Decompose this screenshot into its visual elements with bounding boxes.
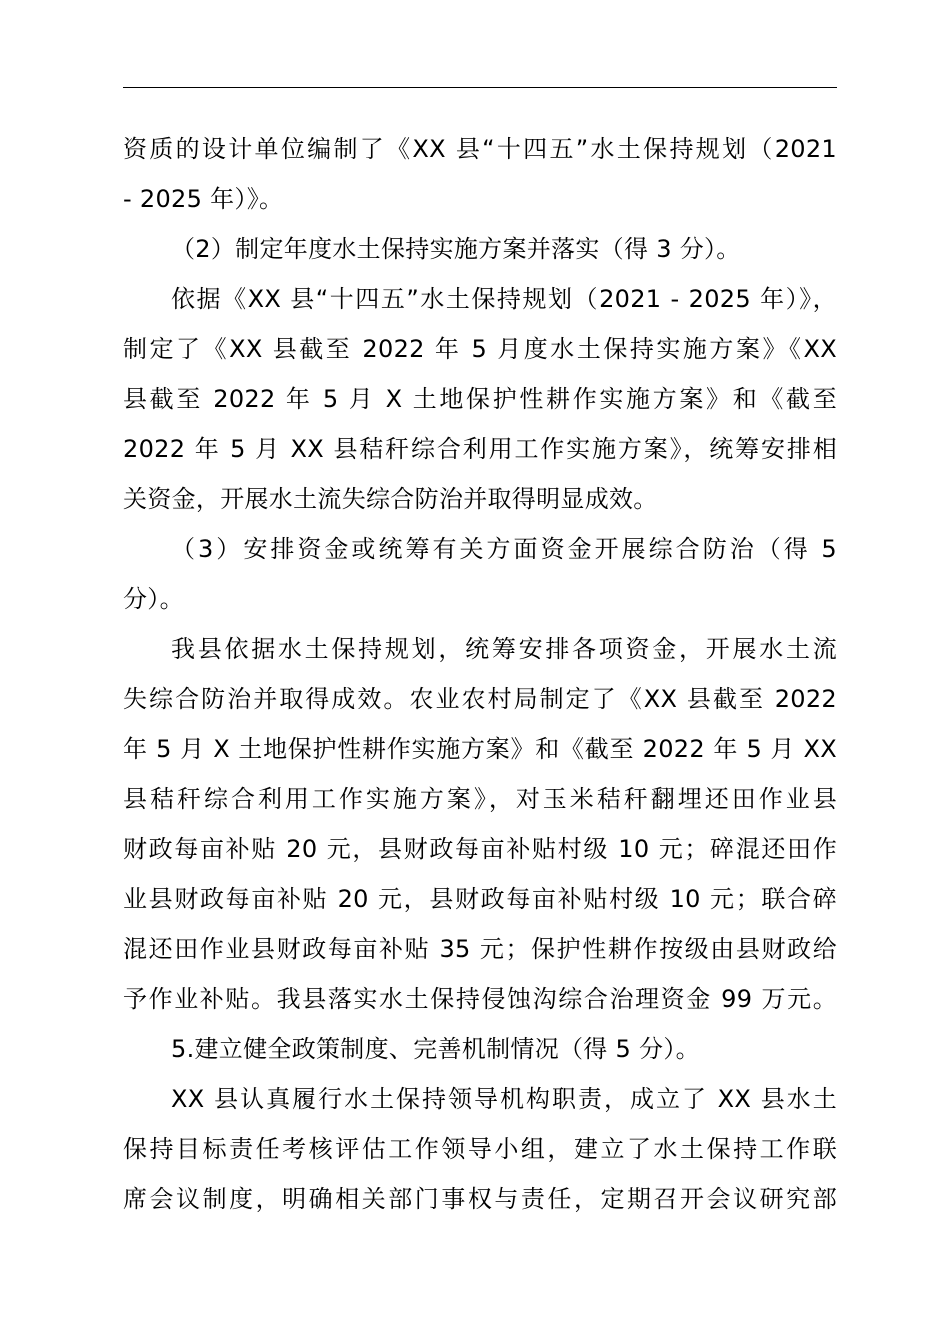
text-line: 依据《XX 县“十四五”水土保持规划（2021 - 2025 年）》， [171, 285, 837, 313]
document-body [123, 124, 837, 1224]
text-line: 县秸秆综合利用工作实施方案》，对玉米秸秆翻埋还田作业县 [123, 785, 837, 813]
text-line: 制定了《XX 县截至 2022 年 5 月度水土保持实施方案》《XX [123, 335, 837, 363]
text-line: 关资金，开展水土流失综合防治并取得明显成效。 [123, 485, 658, 513]
text-line: 5.建立健全政策制度、完善机制情况（得 5 分）。 [171, 1035, 700, 1063]
text-line: 业县财政每亩补贴 20 元，县财政每亩补贴村级 10 元；联合碎 [123, 885, 837, 913]
text-line: 资质的设计单位编制了《XX 县“十四五”水土保持规划（2021 [123, 135, 837, 163]
header-rule [123, 87, 837, 88]
text-line: （3）安排资金或统筹有关方面资金开展综合防治（得 5 [171, 535, 837, 563]
text-line: 保持目标责任考核评估工作领导小组，建立了水土保持工作联 [123, 1135, 837, 1163]
text-line: 年 5 月 X 土地保护性耕作实施方案》和《截至 2022 年 5 月 XX [123, 735, 837, 763]
text-line: - 2025 年）》。 [123, 185, 284, 213]
text-line: 财政每亩补贴 20 元，县财政每亩补贴村级 10 元；碎混还田作 [123, 835, 837, 863]
text-line: 失综合防治并取得成效。农业农村局制定了《XX 县截至 2022 [123, 685, 837, 713]
text-line: 2022 年 5 月 XX 县秸秆综合利用工作实施方案》，统筹安排相 [123, 435, 837, 463]
text-line: 县截至 2022 年 5 月 X 土地保护性耕作实施方案》和《截至 [123, 385, 837, 413]
text-line: XX 县认真履行水土保持领导机构职责，成立了 XX 县水土 [171, 1085, 837, 1113]
text-line: 席会议制度，明确相关部门事权与责任，定期召开会议研究部 [123, 1185, 837, 1213]
text-line: 分）。 [123, 585, 184, 613]
text-line: 混还田作业县财政每亩补贴 35 元；保护性耕作按级由县财政给 [123, 935, 837, 963]
text-line: （2）制定年度水土保持实施方案并落实（得 3 分）。 [171, 235, 741, 263]
text-line: 我县依据水土保持规划，统筹安排各项资金，开展水土流 [171, 635, 837, 663]
text-line: 予作业补贴。我县落实水土保持侵蚀沟综合治理资金 99 万元。 [123, 985, 837, 1013]
